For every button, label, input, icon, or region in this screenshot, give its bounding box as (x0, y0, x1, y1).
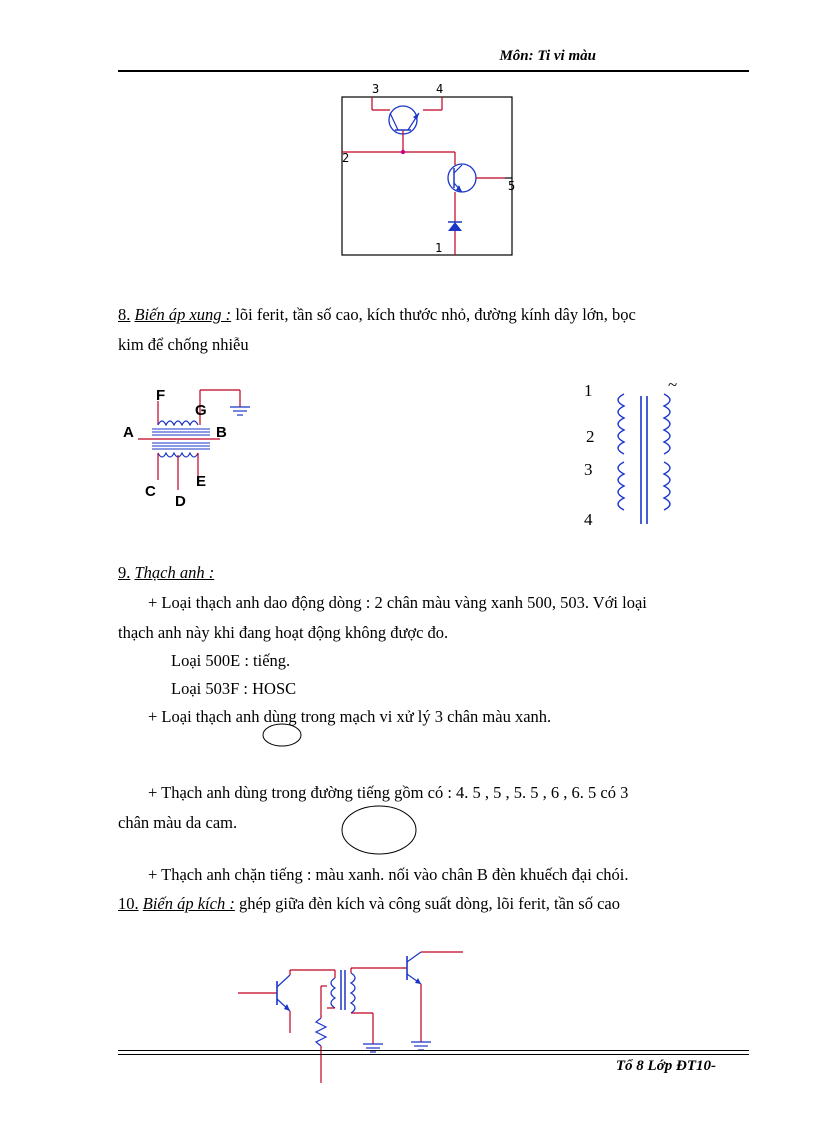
crystal-sound-outline (340, 805, 420, 857)
section-9-line-1: + Loại thạch anh dao động dòng : 2 chân màu vàng xanh 500, 503. Với loại (148, 593, 647, 612)
section-8-title: Biến áp xung : (134, 305, 232, 324)
section-9-heading (118, 563, 214, 583)
section-8-text-2: kim để chống nhiễu (118, 335, 249, 354)
section-9-line-6: + Thạch anh dùng trong đường tiếng gồm có : 4. 5 , 5 , 5. 5 , 6 , 6. 5 có 3 (148, 783, 629, 802)
pin-1-label: 1 (435, 241, 443, 255)
figure-transformer-windings (580, 375, 700, 529)
figure-pulse-transformer (120, 385, 260, 515)
resistor-zigzag (316, 1018, 326, 1046)
winding-label-4: 4 (584, 510, 593, 529)
zener-diode (448, 222, 462, 231)
section-9-line-7: chân màu da cam. (118, 813, 238, 832)
ground-symbol (230, 407, 250, 415)
section-8-text-1: lõi ferit, tần số cao, kích thước nhỏ, đường kính dây lớn, bọc (231, 305, 636, 324)
drive-coil-secondary (351, 973, 355, 1013)
section-10-number: 10. (118, 894, 139, 913)
transistor-right (448, 164, 476, 192)
section-9-line-5: + Loại thạch anh dùng trong mạch vi xử lý 3 chân màu xanh. (148, 707, 552, 726)
section-8-line-1 (118, 305, 636, 325)
footer-rule-bottom (118, 1054, 749, 1055)
label-e: E (196, 473, 207, 490)
pin-3-label: 3 (372, 82, 380, 96)
winding-label-2: 2 (586, 427, 595, 446)
winding-label-1: 1 (584, 381, 593, 400)
section-10-title: Biến áp kích : (142, 894, 235, 913)
label-c: C (145, 483, 156, 500)
section-9-line-4: Loại 503F : HOSC (171, 679, 297, 698)
pin-4-label: 4 (436, 82, 444, 96)
footer-text: Tổ 8 Lớp ĐT10- (615, 1058, 716, 1074)
section-9-line-8: + Thạch anh chặn tiếng : màu xanh. nối vào chân B đèn khuếch đại chói. (148, 865, 629, 884)
label-f: F (156, 387, 166, 404)
section-9-line-3: Loại 500E : tiếng. (171, 651, 291, 670)
winding-label-tilde: ~ (668, 375, 678, 394)
header-title: Môn: Ti vi màu (499, 48, 596, 64)
section-9-line-2: thạch anh này khi đang hoạt động không được đo. (118, 623, 449, 642)
winding-right-upper (664, 394, 670, 454)
header-rule (118, 70, 749, 72)
winding-label-3: 3 (584, 460, 593, 479)
winding-right-lower (664, 462, 670, 510)
winding-left-lower (618, 462, 624, 510)
figure-transistor-circuit (335, 80, 525, 265)
figure-drive-transformer-circuit (235, 948, 475, 1088)
crystal-3pin-outline (262, 723, 304, 749)
drive-coil-primary (331, 978, 335, 1008)
section-10-line (118, 894, 620, 914)
label-d: D (175, 493, 186, 510)
winding-left-upper (618, 394, 624, 454)
ground-symbol-3 (411, 1042, 431, 1050)
section-8-number: 8. (118, 305, 131, 324)
label-a: A (123, 424, 134, 441)
section-9-title: Thạch anh : (134, 563, 215, 582)
pin-2-label: 2 (342, 151, 350, 165)
label-b: B (216, 424, 227, 441)
footer-rule-top (118, 1050, 749, 1051)
pin-5-label: 5 (508, 179, 516, 193)
section-10-text: ghép giữa đèn kích và công suất dòng, lõi ferit, tần số cao (234, 894, 620, 913)
circuit-box (342, 97, 512, 255)
section-9-number: 9. (118, 563, 131, 582)
label-g: G (195, 402, 207, 419)
coil-top (158, 421, 198, 425)
